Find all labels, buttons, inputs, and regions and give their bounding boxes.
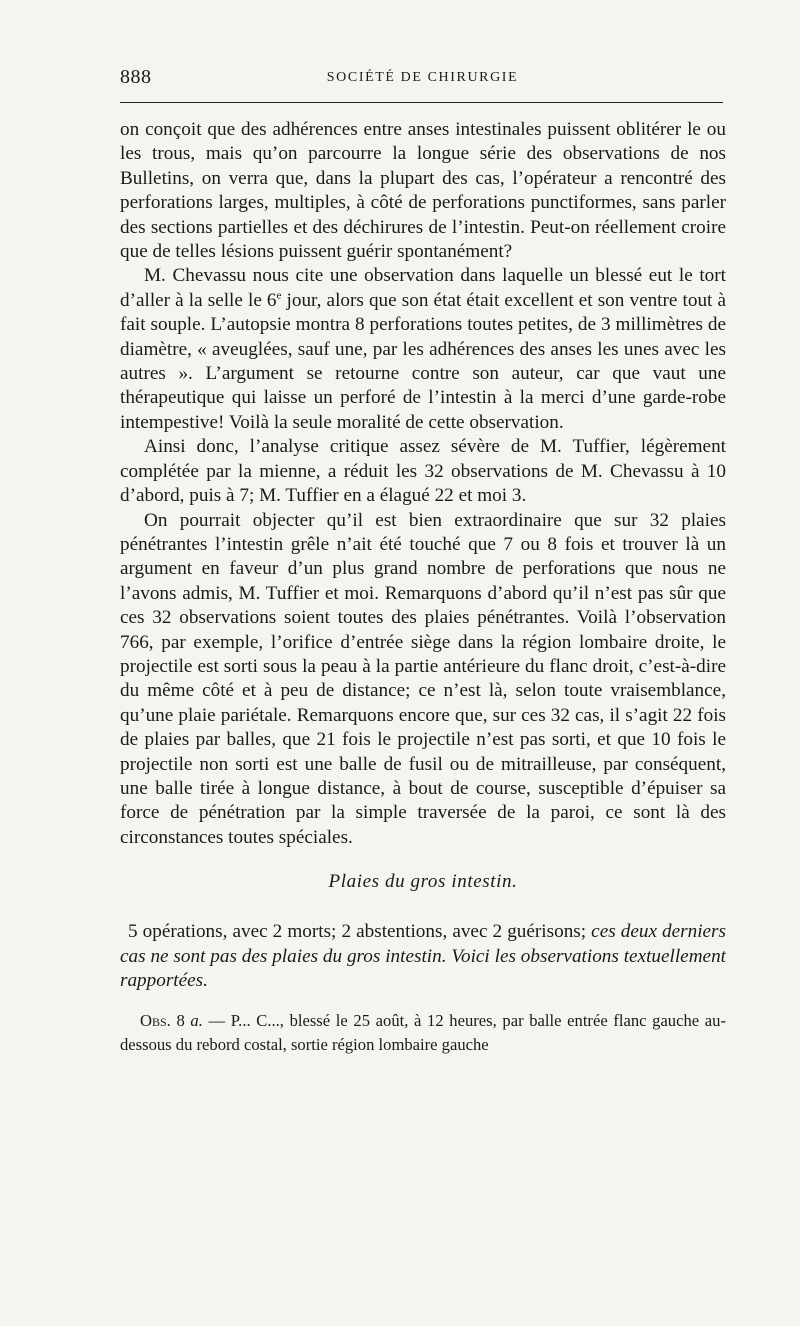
page-number: 888 [120, 66, 152, 88]
observation-entry [120, 1009, 726, 1056]
section-summary-italic: ces deux derniers cas ne sont pas des plaies du gros intestin. Voici les observations textuellement rapportées. [120, 921, 726, 991]
section-heading: Plaies du gros intestin. [328, 871, 518, 893]
paragraph-2-part-1: M. Chevassu nous cite une observation dans laquelle un blessé eut le tort d’aller à la selle le 6 [120, 265, 726, 311]
paragraph-3: Ainsi donc, l’analyse critique assez sévère de M. Tuffier, légèrement complétée par la mienne, a réduit les 32 observations de M. Chevassu à 10 d’abord, puis à 7; M. Tuffier en a élagué 22 et moi 3. [120, 436, 726, 507]
section-summary [120, 920, 726, 993]
header-rule [120, 102, 723, 103]
paragraph-2 [120, 264, 726, 435]
observation-letter: a. [190, 1011, 203, 1031]
body-text [120, 118, 726, 1057]
paragraph-1: on conçoit que des adhérences entre anses intestinales puissent oblitérer le ou les trous, mais qu’on parcourre la longue série des observations de nos Bulletins, on verra que, dans la plupart des cas, l’opérateur a rencontré des perforations larges, multiples, à côté de perforations punctiformes, sans parler des sections partielles et des déchirures de l’intestin. Peut-on réellement croire que de telles lésions puissent guérir spontanément? [120, 119, 726, 263]
page-header [120, 60, 725, 100]
paragraph-2-part-2: jour, alors que son état était excellent et son ventre tout à fait souple. L’autopsie montra 8 perforations toutes petites, de 3 millimètres de diamètre, « aveuglées, sauf une, par les adhérences des anses les unes avec les autres ». L’argument se retourne contre son auteur, car que vaut une thérapeutique qui laisse un perforé de l’intestin à la merci d’une garde-robe intempestive! Voilà la seule moralité de cette observation. [120, 289, 726, 433]
observation-number: 8 [176, 1011, 185, 1031]
running-title: SOCIÉTÉ DE CHIRURGIE [326, 70, 519, 85]
paragraph-4: On pourrait objecter qu’il est bien extraordinaire que sur 32 plaies pénétrantes l’intestin grêle n’ait été touché que 7 ou 8 fois et trouver là un argument en faveur d’un plus grand nombre de perforations que nous ne l’avons admis, M. Tuffier et moi. Remarquons d’abord qu’il n’est pas sûr que ces 32 observations soient toutes des plaies pénétrantes. Voilà l’observation 766, par exemple, l’orifice d’entrée siège dans la région lombaire droite, le projectile est sorti sous la peau à la partie antérieure du flanc droit, c’est-à-dire du même côté et à peu de distance; ce n’est là, selon toute vraisemblance, qu’une plaie pariétale. Remarquons encore que, sur ces 32 cas, il s’agit 22 fois de plaies par balles, que 21 fois le projectile n’est pas sorti, et que 10 fois le projectile non sorti est une balle de fusil ou de mitrailleuse, par conséquent, une balle tirée à longue distance, à bout de course, susceptible d’épuiser sa force de pénétration par la simple traversée de la paroi, ce sont là des circonstances toutes spéciales. [120, 509, 726, 848]
observation-label: Obs. [140, 1011, 171, 1031]
superscript-e: e [276, 289, 282, 302]
section-summary-roman: 5 opérations, avec 2 morts; 2 abstentions, avec 2 guérisons; [128, 921, 587, 943]
observation-text: — P... C..., blessé le 25 août, à 12 heures, par balle entrée flanc gauche au-dessous du rebord costal, sortie région lombaire gauche [120, 1011, 726, 1054]
